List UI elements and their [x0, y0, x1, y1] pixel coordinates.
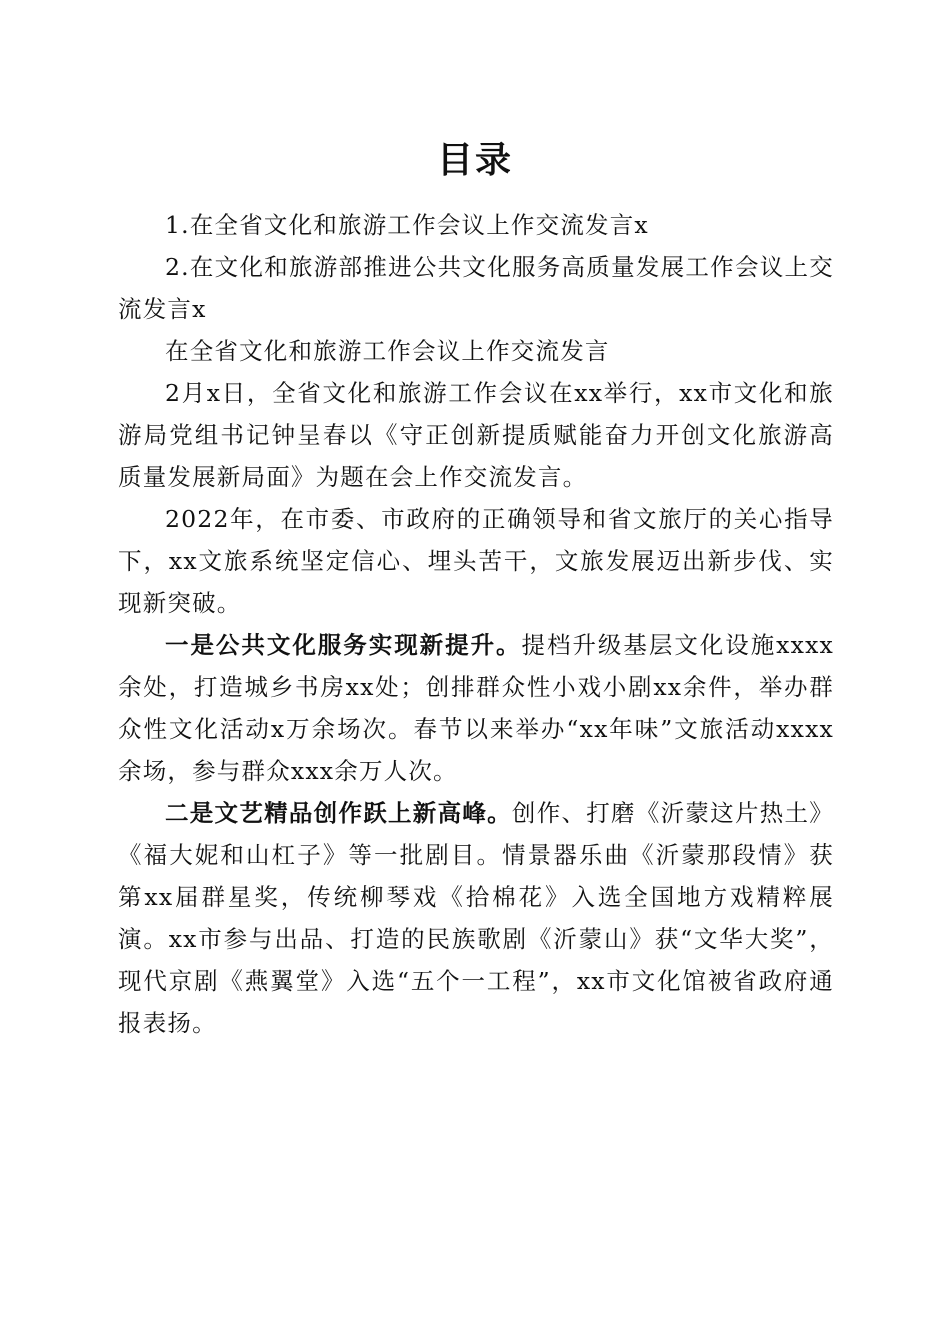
document-body: [118, 204, 834, 1044]
section-heading: 在全省文化和旅游工作会议上作交流发言: [165, 337, 610, 365]
paragraph-lead: 二是文艺精品创作跃上新高峰。: [165, 799, 512, 827]
body-paragraph: [118, 498, 834, 624]
toc-item[interactable]: 2.在文化和旅游部推进公共文化服务高质量发展工作会议上交流发言x: [118, 253, 834, 323]
toc-item[interactable]: 1.在全省文化和旅游工作会议上作交流发言x: [165, 211, 649, 239]
paragraph-text: 提档升级基层文化设施xxxx余处，打造城乡书房xx处；创排群众性小戏小剧xx余件，举办群众性文化活动x万余场次。春节以来举办“xx年味”文旅活动xxxx余场，参与群众xxx余万人次。: [118, 631, 834, 785]
body-paragraph: [118, 624, 834, 792]
paragraph-text: 2月x日，全省文化和旅游工作会议在xx举行，xx市文化和旅游局党组书记钟呈春以《守正创新提质赋能奋力开创文化旅游高质量发展新局面》为题在会上作交流发言。: [118, 379, 834, 491]
paragraph-text: 2022年，在市委、市政府的正确领导和省文旅厅的关心指导下，xx文旅系统坚定信心、埋头苦干，文旅发展迈出新步伐、实现新突破。: [118, 505, 834, 617]
body-paragraph: [118, 372, 834, 498]
paragraph-lead: 一是公共文化服务实现新提升。: [165, 631, 522, 659]
page-title: 目录: [436, 139, 513, 181]
paragraph-text: 创作、打磨《沂蒙这片热土》《福大妮和山杠子》等一批剧目。情景器乐曲《沂蒙那段情》获第xx届群星奖，传统柳琴戏《拾棉花》入选全国地方戏精粹展演。xx市参与出品、打造的民族歌剧《沂蒙山》获“文华大奖”，现代京剧《燕翼堂》入选“五个一工程”，xx市文化馆被省政府通报表扬。: [118, 799, 834, 1037]
body-paragraph: [118, 792, 834, 1044]
